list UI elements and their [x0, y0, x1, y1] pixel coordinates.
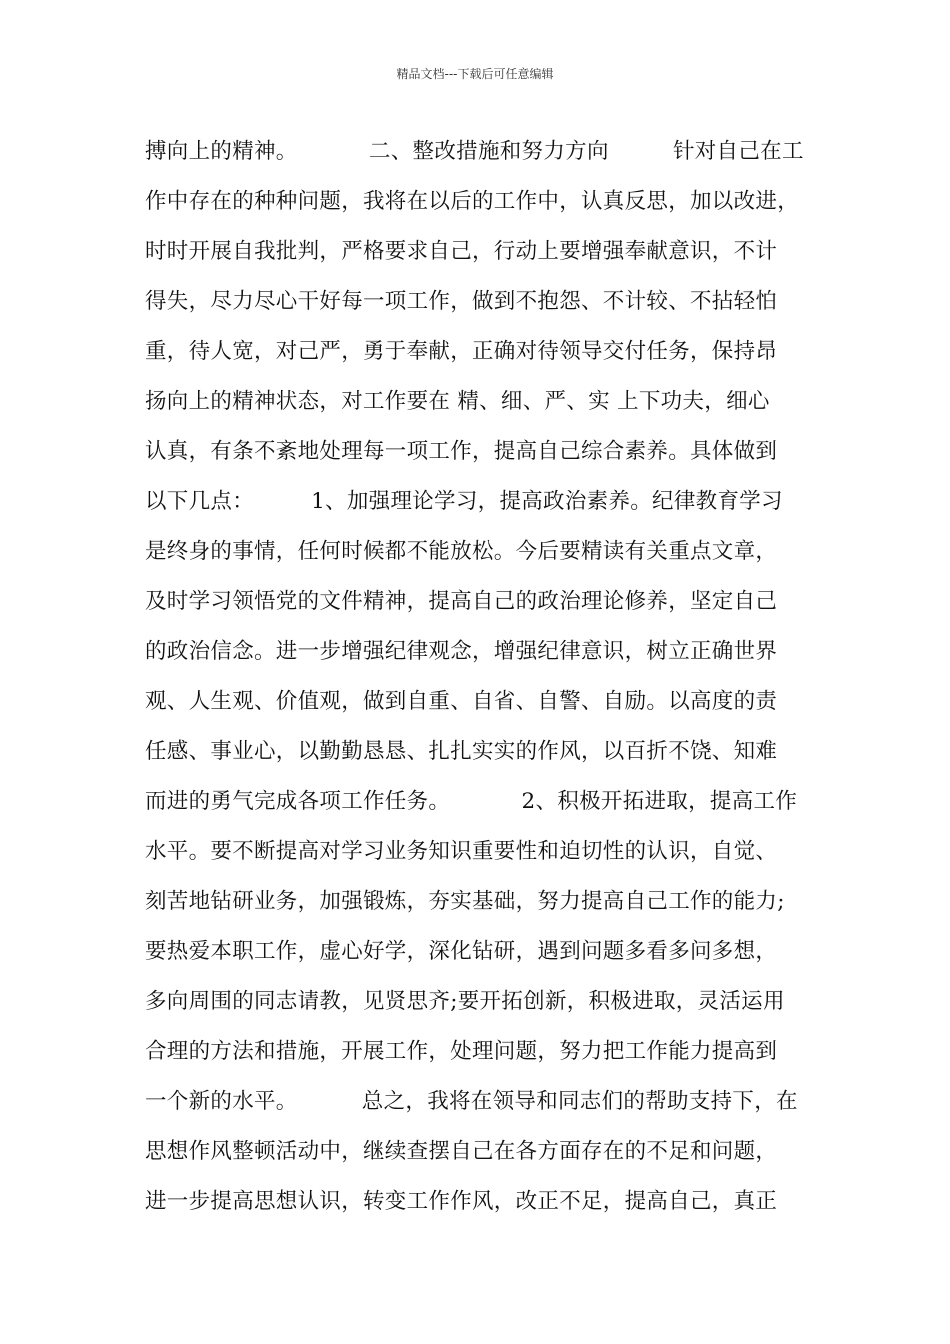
text-line: 思想作风整顿活动中，继续查摆自己在各方面存在的不足和问题，: [145, 1139, 778, 1164]
page-header: 精品文档---下载后可任意编辑: [396, 67, 554, 81]
text-line: 得失，尽力尽心干好每一项工作，做到不抱怨、不计较、不拈轻怕: [145, 289, 778, 314]
text-line: 是终身的事情，任何时候都不能放松。今后要精读有关重点文章，: [145, 539, 778, 564]
text-line: 刻苦地钻研业务，加强锻炼，夯实基础，努力提高自己工作的能力;: [145, 889, 785, 914]
text-line: 进一步提高思想认识，转变工作作风，改正不足，提高自己，真正: [145, 1189, 778, 1214]
body-text: [145, 130, 825, 1230]
text-line: 搏向上的精神。 二、整改措施和努力方向 针对自己在工: [145, 139, 804, 164]
text-line: 要热爱本职工作，虚心好学，深化钻研，遇到问题多看多问多想，: [145, 939, 778, 964]
text-line: 重，待人宽，对己严，勇于奉献，正确对待领导交付任务，保持昂: [145, 339, 778, 364]
text-line: 合理的方法和措施，开展工作，处理问题，努力把工作能力提高到: [145, 1039, 778, 1064]
text-line: 时时开展自我批判，严格要求自己，行动上要增强奉献意识，不计: [145, 239, 778, 264]
text-line: 及时学习领悟党的文件精神，提高自己的政治理论修养，坚定自己: [145, 589, 778, 614]
text-line: 以下几点： 1、加强理论学习，提高政治素养。纪律教育学习: [145, 489, 783, 514]
text-line: 一个新的水平。 总之，我将在领导和同志们的帮助支持下，在: [145, 1089, 798, 1114]
text-line: 任感、事业心，以勤勤恳恳、扎扎实实的作风，以百折不饶、知难: [145, 739, 778, 764]
text-line: 观、人生观、价值观，做到自重、自省、自警、自励。以高度的责: [145, 689, 778, 714]
text-line: 的政治信念。进一步增强纪律观念，增强纪律意识，树立正确世界: [145, 639, 778, 664]
text-line: 水平。要不断提高对学习业务知识重要性和迫切性的认识，自觉、: [145, 839, 778, 864]
text-line: 多向周围的同志请教，见贤思齐;要开拓创新，积极进取，灵活运用: [145, 989, 785, 1014]
text-line: 而进的勇气完成各项工作任务。 2、积极开拓进取，提高工作: [145, 789, 798, 814]
text-line: 认真，有条不紊地处理每一项工作，提高自己综合素养。具体做到: [145, 439, 778, 464]
text-line: 作中存在的种种问题，我将在以后的工作中，认真反思，加以改进，: [145, 189, 800, 214]
text-line: 扬向上的精神状态，对工作要在 精、细、严、实 上下功夫，细心: [145, 389, 770, 414]
